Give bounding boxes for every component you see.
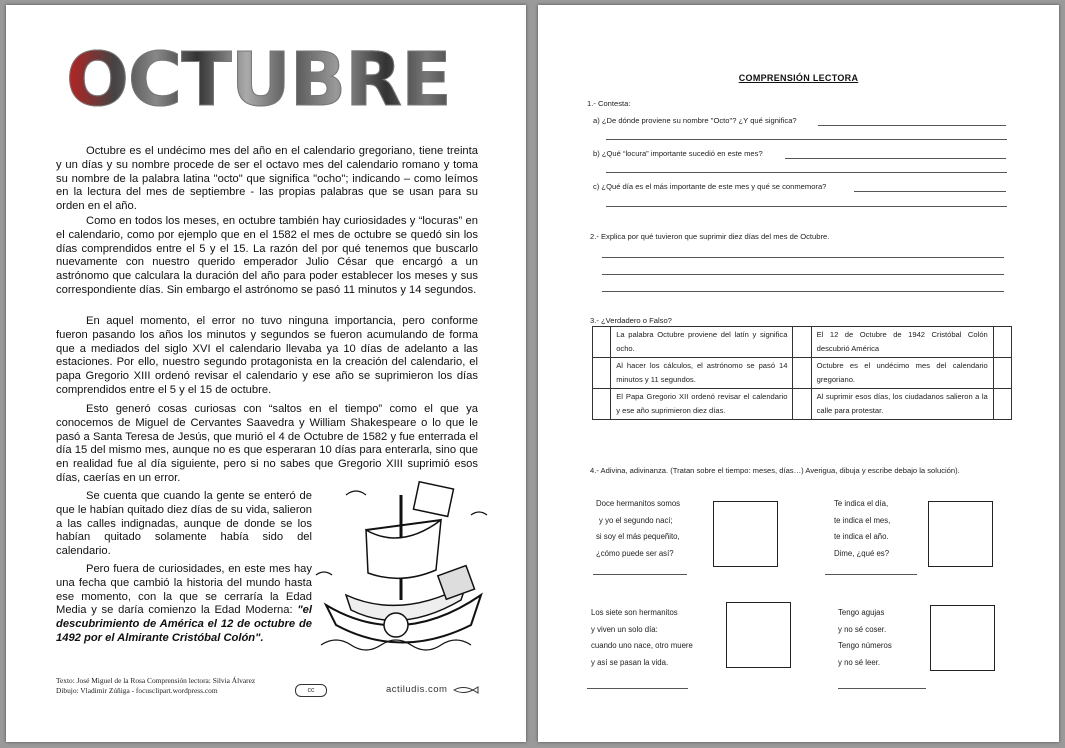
page-1 [6,5,526,742]
riddle-4 [838,605,892,671]
riddle-line: y así se pasan la vida. [591,657,669,667]
tf-statement: El Papa Gregorio XII ordenó revisar el calendario y ese año suprimieron diez días. [611,389,793,420]
riddle-3 [591,605,693,671]
answer-line[interactable] [606,139,1007,140]
paragraph-1: Octubre es el undécimo mes del año en el calendario gregoriano, tiene treinta y un días y su nombre procede de ser el octavo mes del calendario romano y toma su nombre de la palabra latina "octo" que significa "ocho"; indicando – como leímos en la lectura del mes de septiembre - las propias palabras que se usan para su orden en el año. [56,145,478,213]
tf-mark-cell[interactable] [593,389,611,420]
table-row [593,358,1012,389]
riddle-line: Tengo números [838,641,892,650]
tf-statement: Al hacer los cálculos, el astrónomo se pasó 14 minutos y 11 segundos. [611,358,793,389]
brand-label: actiludis.com [386,684,448,695]
table-row [593,389,1012,420]
riddle-line: si soy el más pequeñito, [596,532,680,541]
paragraph-4: Esto generó cosas curiosas con “saltos en el tiempo” como el que ya conocemos de Miguel de Cervantes Saavedra y William Shakespeare o lo que le pasó a Santa Teresa de Jesús, que murió el 4 de Octubre de 1582 y fue enterrada el día 15 del mismo mes, aunque no es que esperaran 10 días para enterarla, sino que en realidad fue al día siguiente, pero si no sabes que Gregorio XIII suprimió esos días, caerías en un error. [56,403,478,484]
question-3: 3.- ¿Verdadero o Falso? [590,316,672,325]
paragraph-6 [56,563,312,646]
drawing-box[interactable] [930,605,995,671]
riddle-2 [834,496,890,562]
table-row [593,327,1012,358]
cc-badge: cc [295,684,327,697]
riddle-line: Los siete son hermanitos [591,608,678,617]
answer-line[interactable] [606,172,1007,173]
tf-mark-cell[interactable] [993,358,1011,389]
question-1c: c) ¿Qué día es el más importante de este mes y qué se conmemora? [593,182,827,191]
riddle-1 [596,496,680,562]
question-4: 4.- Adivina, adivinanza. (Tratan sobre el tiempo: meses, días…) Averigua, dibuja y escribe debajo la solución). [590,466,960,475]
worksheet-title: COMPRENSIÓN LECTORA [738,73,859,83]
page-title: OCTUBRE [66,39,476,121]
answer-line[interactable] [606,206,1007,207]
answer-line[interactable] [825,574,917,575]
fish-icon [453,686,479,694]
drawing-box[interactable] [928,501,993,567]
paragraph-5: Se cuenta que cuando la gente se enteró de que le habían quitado diez días de su vida, salieron a las calles indignadas, aunque de donde se los habían quitado solamente había sido del calendario. [56,490,312,558]
tf-mark-cell[interactable] [793,358,811,389]
credit-drawing: Dibujo: Vladimir Zúñiga - focusclipart.wordpress.com [56,686,218,695]
tf-mark-cell[interactable] [993,389,1011,420]
riddle-line: y no sé leer. [838,657,881,667]
tf-statement: La palabra Octubre proviene del latín y significa ocho. [611,327,793,358]
paragraph-2: Como en todos los meses, en octubre también hay curiosidades y “locuras” en el calendario, como por ejemplo que en el 1582 el mes de octubre se quedó sin los días comprendidos entre el 5 y el 15. La razón del por qué tenemos que buscarlo nuevamente con nuestro querido emperador Julio César que encargó a un astrónomo que calculara la duración del año para poder establecer los meses y sus correspondiente días. Sin embargo el astrónomo se pasó 11 minutos y 14 segundos. [56,215,478,296]
riddle-line: Dime, ¿qué es? [834,548,890,558]
drawing-box[interactable] [726,602,791,668]
answer-line[interactable] [602,257,1004,258]
riddle-line: Te indica el día, [834,499,889,508]
page-2 [538,5,1059,742]
answer-line[interactable] [602,291,1004,292]
true-false-table [592,326,1012,420]
answer-line[interactable] [838,688,926,689]
credit-text: Texto: José Miguel de la Rosa Comprensión lectora: Silvia Álvarez [56,676,256,685]
answer-line[interactable] [818,125,1006,126]
riddle-line: y yo el segundo nací; [599,515,673,525]
question-1b: b) ¿Qué “locura” importante sucedió en este mes? [593,149,763,158]
paragraph-6-emphasis: "el descubrimiento de América el 12 de octubre de 1492 por el Almirante Cristóbal Colón". [56,604,312,644]
question-1-heading: 1.- Contesta: [587,99,631,108]
riddle-line: cuando uno nace, otro muere [591,641,693,650]
tf-statement: El 12 de Octubre de 1942 Cristóbal Colón descubrió América [811,327,993,358]
riddle-line: y no sé coser. [838,624,887,634]
riddle-line: te indica el mes, [834,515,891,525]
answer-line[interactable] [587,688,688,689]
answer-line[interactable] [785,158,1006,159]
answer-line[interactable] [593,574,687,575]
riddle-line: ¿cómo puede ser así? [596,548,674,558]
tf-mark-cell[interactable] [793,327,811,358]
tf-statement: Octubre es el undécimo mes del calendario gregoriano. [811,358,993,389]
question-1a: a) ¿De dónde proviene su nombre "Octo"? ¿Y qué significa? [593,116,797,125]
tf-mark-cell[interactable] [993,327,1011,358]
riddle-line: y viven un solo día: [591,624,658,634]
credits [56,676,255,696]
tf-mark-cell[interactable] [593,327,611,358]
tf-mark-cell[interactable] [793,389,811,420]
drawing-box[interactable] [713,501,778,567]
ship-illustration [306,475,496,665]
question-2: 2.- Explica por qué tuvieron que suprimir diez días del mes de Octubre. [590,232,830,241]
riddle-line: Tengo agujas [838,608,885,617]
answer-line[interactable] [602,274,1004,275]
riddle-line: Doce hermanitos somos [596,499,681,508]
title-banner [66,39,476,121]
riddle-line: te indica el año. [834,532,889,541]
tf-statement: Al suprimir esos días, los ciudadanos salieron a la calle para protestar. [811,389,993,420]
paragraph-3: En aquel momento, el error no tuvo ninguna importancia, pero conforme fueron pasando los años los minutos y segundos se fueron acumulando de forma que a mediados del siglo XVI el calendario llevaba ya 10 días de adelanto a las estaciones. Por ello, nuestro segundo protagonista en la creación del calendario, el papa Gregorio XIII ordenó revisar el calendario y ese año se suprimieron los días comprendidos entre el 5 y el 15 de octubre. [56,315,478,396]
paragraph-6-text: Pero fuera de curiosidades, en este mes hay una fecha que cambió la historia del mundo hasta ese momento, con la que se cerraría la Edad Media y se daría comienzo la Edad Moderna: [56,563,312,617]
answer-line[interactable] [854,191,1006,192]
tf-mark-cell[interactable] [593,358,611,389]
